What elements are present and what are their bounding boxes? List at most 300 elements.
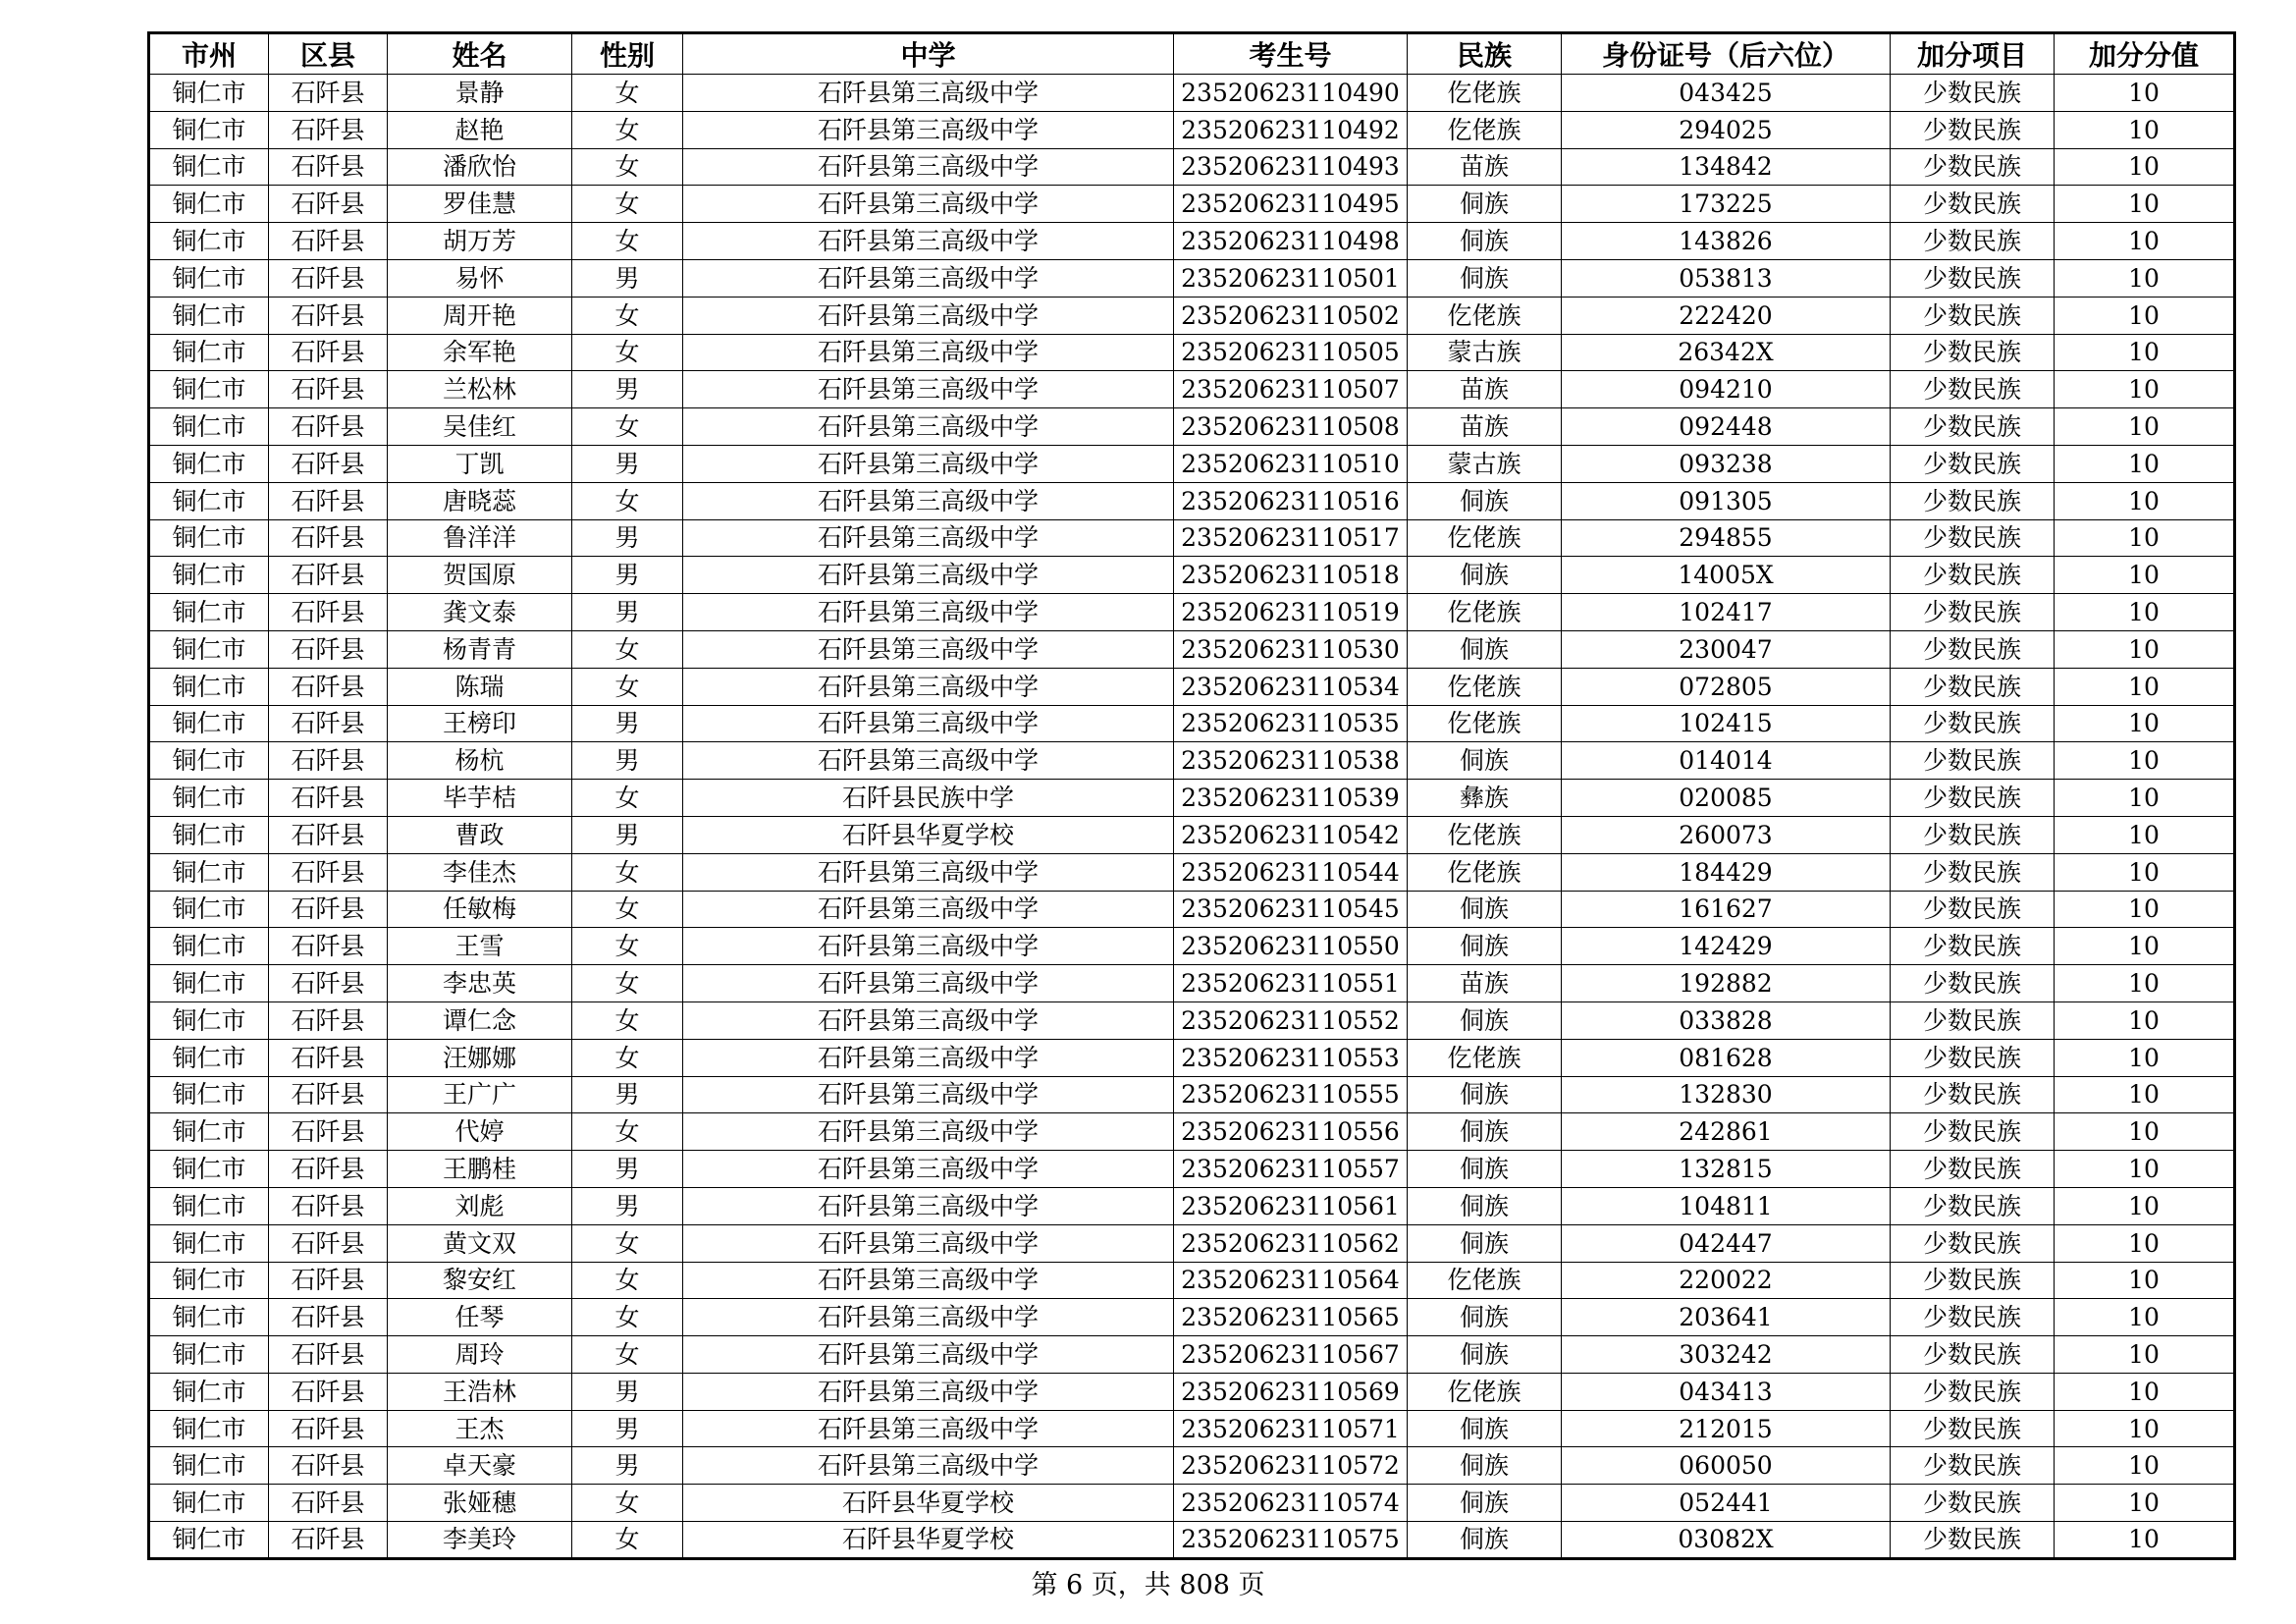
table-header bbox=[149, 33, 2235, 75]
cell-bonus-item: 少数民族 bbox=[1891, 1151, 2055, 1188]
cell-county: 石阡县 bbox=[269, 408, 388, 446]
table-row bbox=[149, 408, 2235, 446]
cell-name: 丁凯 bbox=[388, 445, 572, 482]
cell-school: 石阡县第三高级中学 bbox=[683, 668, 1174, 705]
cell-school: 石阡县第三高级中学 bbox=[683, 705, 1174, 742]
cell-bonus-item: 少数民族 bbox=[1891, 482, 2055, 519]
cell-bonus-item: 少数民族 bbox=[1891, 1336, 2055, 1374]
table-row bbox=[149, 1076, 2235, 1113]
cell-gender: 男 bbox=[572, 1410, 683, 1447]
cell-id-suffix: 102415 bbox=[1562, 705, 1891, 742]
cell-school: 石阡县第三高级中学 bbox=[683, 1151, 1174, 1188]
cell-name: 易怀 bbox=[388, 259, 572, 297]
cell-school: 石阡县第三高级中学 bbox=[683, 557, 1174, 594]
cell-county: 石阡县 bbox=[269, 111, 388, 148]
table-row bbox=[149, 668, 2235, 705]
cell-name: 兰松林 bbox=[388, 371, 572, 408]
cell-exam-no: 23520623110552 bbox=[1174, 1001, 1408, 1039]
cell-bonus-item: 少数民族 bbox=[1891, 1410, 2055, 1447]
cell-exam-no: 23520623110555 bbox=[1174, 1076, 1408, 1113]
cell-bonus-item: 少数民族 bbox=[1891, 1262, 2055, 1299]
cell-id-suffix: 072805 bbox=[1562, 668, 1891, 705]
cell-ethnicity: 仡佬族 bbox=[1408, 668, 1562, 705]
cell-school: 石阡县第三高级中学 bbox=[683, 408, 1174, 446]
cell-city: 铜仁市 bbox=[149, 1076, 269, 1113]
cell-bonus-item: 少数民族 bbox=[1891, 259, 2055, 297]
bonus-points-table bbox=[147, 31, 2236, 1560]
cell-county: 石阡县 bbox=[269, 705, 388, 742]
cell-gender: 女 bbox=[572, 1224, 683, 1262]
cell-city: 铜仁市 bbox=[149, 148, 269, 186]
cell-school: 石阡县第三高级中学 bbox=[683, 630, 1174, 668]
cell-exam-no: 23520623110545 bbox=[1174, 891, 1408, 928]
cell-id-suffix: 092448 bbox=[1562, 408, 1891, 446]
cell-exam-no: 23520623110508 bbox=[1174, 408, 1408, 446]
cell-ethnicity: 侗族 bbox=[1408, 1299, 1562, 1336]
cell-county: 石阡县 bbox=[269, 297, 388, 334]
cell-ethnicity: 侗族 bbox=[1408, 1410, 1562, 1447]
column-header-gender: 性别 bbox=[572, 33, 683, 75]
table-row bbox=[149, 1410, 2235, 1447]
cell-bonus-value: 10 bbox=[2055, 1224, 2235, 1262]
cell-bonus-item: 少数民族 bbox=[1891, 1224, 2055, 1262]
cell-name: 罗佳慧 bbox=[388, 186, 572, 223]
cell-name: 鲁洋洋 bbox=[388, 519, 572, 557]
column-header-ethnicity: 民族 bbox=[1408, 33, 1562, 75]
cell-bonus-item: 少数民族 bbox=[1891, 1447, 2055, 1485]
cell-school: 石阡县第三高级中学 bbox=[683, 259, 1174, 297]
cell-exam-no: 23520623110492 bbox=[1174, 111, 1408, 148]
cell-bonus-value: 10 bbox=[2055, 519, 2235, 557]
cell-exam-no: 23520623110556 bbox=[1174, 1113, 1408, 1151]
cell-ethnicity: 苗族 bbox=[1408, 371, 1562, 408]
cell-ethnicity: 侗族 bbox=[1408, 1113, 1562, 1151]
cell-id-suffix: 173225 bbox=[1562, 186, 1891, 223]
cell-bonus-item: 少数民族 bbox=[1891, 519, 2055, 557]
cell-bonus-item: 少数民族 bbox=[1891, 891, 2055, 928]
header-row bbox=[149, 33, 2235, 75]
cell-name: 任敏梅 bbox=[388, 891, 572, 928]
cell-name: 王广广 bbox=[388, 1076, 572, 1113]
cell-bonus-value: 10 bbox=[2055, 297, 2235, 334]
cell-name: 王杰 bbox=[388, 1410, 572, 1447]
cell-name: 潘欣怡 bbox=[388, 148, 572, 186]
cell-ethnicity: 侗族 bbox=[1408, 1151, 1562, 1188]
cell-county: 石阡县 bbox=[269, 186, 388, 223]
cell-id-suffix: 03082X bbox=[1562, 1522, 1891, 1559]
cell-city: 铜仁市 bbox=[149, 742, 269, 780]
cell-gender: 男 bbox=[572, 816, 683, 853]
cell-county: 石阡县 bbox=[269, 482, 388, 519]
cell-gender: 男 bbox=[572, 445, 683, 482]
cell-school: 石阡县第三高级中学 bbox=[683, 594, 1174, 631]
cell-county: 石阡县 bbox=[269, 334, 388, 371]
table-row bbox=[149, 630, 2235, 668]
cell-city: 铜仁市 bbox=[149, 780, 269, 817]
cell-county: 石阡县 bbox=[269, 1224, 388, 1262]
cell-exam-no: 23520623110507 bbox=[1174, 371, 1408, 408]
cell-id-suffix: 020085 bbox=[1562, 780, 1891, 817]
cell-exam-no: 23520623110572 bbox=[1174, 1447, 1408, 1485]
cell-name: 王鹏桂 bbox=[388, 1151, 572, 1188]
cell-bonus-item: 少数民族 bbox=[1891, 816, 2055, 853]
table-row bbox=[149, 1039, 2235, 1076]
cell-gender: 女 bbox=[572, 1299, 683, 1336]
cell-county: 石阡县 bbox=[269, 1187, 388, 1224]
cell-bonus-item: 少数民族 bbox=[1891, 1039, 2055, 1076]
cell-exam-no: 23520623110530 bbox=[1174, 630, 1408, 668]
cell-id-suffix: 132830 bbox=[1562, 1076, 1891, 1113]
cell-city: 铜仁市 bbox=[149, 705, 269, 742]
cell-bonus-value: 10 bbox=[2055, 1113, 2235, 1151]
cell-county: 石阡县 bbox=[269, 1299, 388, 1336]
cell-exam-no: 23520623110550 bbox=[1174, 928, 1408, 965]
cell-county: 石阡县 bbox=[269, 1410, 388, 1447]
cell-bonus-value: 10 bbox=[2055, 1039, 2235, 1076]
cell-gender: 男 bbox=[572, 1373, 683, 1410]
cell-id-suffix: 094210 bbox=[1562, 371, 1891, 408]
table-row bbox=[149, 297, 2235, 334]
cell-city: 铜仁市 bbox=[149, 445, 269, 482]
cell-bonus-value: 10 bbox=[2055, 965, 2235, 1002]
column-header-name: 姓名 bbox=[388, 33, 572, 75]
cell-city: 铜仁市 bbox=[149, 1151, 269, 1188]
cell-ethnicity: 侗族 bbox=[1408, 1336, 1562, 1374]
cell-ethnicity: 侗族 bbox=[1408, 186, 1562, 223]
cell-exam-no: 23520623110518 bbox=[1174, 557, 1408, 594]
cell-gender: 女 bbox=[572, 75, 683, 112]
table-row bbox=[149, 259, 2235, 297]
cell-gender: 女 bbox=[572, 1039, 683, 1076]
cell-city: 铜仁市 bbox=[149, 519, 269, 557]
cell-school: 石阡县第三高级中学 bbox=[683, 742, 1174, 780]
cell-gender: 男 bbox=[572, 594, 683, 631]
cell-gender: 女 bbox=[572, 780, 683, 817]
cell-bonus-value: 10 bbox=[2055, 853, 2235, 891]
cell-name: 黄文双 bbox=[388, 1224, 572, 1262]
cell-name: 汪娜娜 bbox=[388, 1039, 572, 1076]
cell-bonus-value: 10 bbox=[2055, 816, 2235, 853]
cell-county: 石阡县 bbox=[269, 594, 388, 631]
cell-id-suffix: 093238 bbox=[1562, 445, 1891, 482]
cell-school: 石阡县第三高级中学 bbox=[683, 482, 1174, 519]
cell-city: 铜仁市 bbox=[149, 1187, 269, 1224]
cell-bonus-value: 10 bbox=[2055, 1373, 2235, 1410]
table-row bbox=[149, 519, 2235, 557]
cell-city: 铜仁市 bbox=[149, 1522, 269, 1559]
cell-school: 石阡县第三高级中学 bbox=[683, 223, 1174, 260]
cell-exam-no: 23520623110505 bbox=[1174, 334, 1408, 371]
cell-school: 石阡县第三高级中学 bbox=[683, 1336, 1174, 1374]
cell-bonus-item: 少数民族 bbox=[1891, 186, 2055, 223]
cell-school: 石阡县第三高级中学 bbox=[683, 186, 1174, 223]
cell-exam-no: 23520623110510 bbox=[1174, 445, 1408, 482]
cell-ethnicity: 蒙古族 bbox=[1408, 334, 1562, 371]
cell-ethnicity: 侗族 bbox=[1408, 1485, 1562, 1522]
cell-ethnicity: 侗族 bbox=[1408, 482, 1562, 519]
column-header-city: 市州 bbox=[149, 33, 269, 75]
cell-bonus-item: 少数民族 bbox=[1891, 630, 2055, 668]
cell-gender: 男 bbox=[572, 1151, 683, 1188]
cell-county: 石阡县 bbox=[269, 1113, 388, 1151]
cell-city: 铜仁市 bbox=[149, 482, 269, 519]
cell-ethnicity: 仡佬族 bbox=[1408, 1039, 1562, 1076]
cell-city: 铜仁市 bbox=[149, 1447, 269, 1485]
cell-ethnicity: 仡佬族 bbox=[1408, 519, 1562, 557]
cell-name: 赵艳 bbox=[388, 111, 572, 148]
cell-id-suffix: 260073 bbox=[1562, 816, 1891, 853]
cell-gender: 女 bbox=[572, 1336, 683, 1374]
cell-id-suffix: 230047 bbox=[1562, 630, 1891, 668]
table-row bbox=[149, 816, 2235, 853]
table-row bbox=[149, 1336, 2235, 1374]
cell-school: 石阡县第三高级中学 bbox=[683, 1447, 1174, 1485]
cell-name: 王雪 bbox=[388, 928, 572, 965]
cell-exam-no: 23520623110544 bbox=[1174, 853, 1408, 891]
cell-exam-no: 23520623110574 bbox=[1174, 1485, 1408, 1522]
cell-county: 石阡县 bbox=[269, 1076, 388, 1113]
cell-school: 石阡县第三高级中学 bbox=[683, 111, 1174, 148]
cell-county: 石阡县 bbox=[269, 1447, 388, 1485]
cell-ethnicity: 侗族 bbox=[1408, 1187, 1562, 1224]
cell-bonus-value: 10 bbox=[2055, 1187, 2235, 1224]
cell-gender: 女 bbox=[572, 928, 683, 965]
table-row bbox=[149, 445, 2235, 482]
cell-county: 石阡县 bbox=[269, 1039, 388, 1076]
cell-school: 石阡县第三高级中学 bbox=[683, 148, 1174, 186]
cell-bonus-item: 少数民族 bbox=[1891, 668, 2055, 705]
cell-exam-no: 23520623110498 bbox=[1174, 223, 1408, 260]
table-row bbox=[149, 334, 2235, 371]
cell-bonus-item: 少数民族 bbox=[1891, 371, 2055, 408]
cell-bonus-value: 10 bbox=[2055, 1410, 2235, 1447]
cell-name: 李美玲 bbox=[388, 1522, 572, 1559]
cell-exam-no: 23520623110539 bbox=[1174, 780, 1408, 817]
cell-bonus-value: 10 bbox=[2055, 371, 2235, 408]
table-row bbox=[149, 111, 2235, 148]
cell-city: 铜仁市 bbox=[149, 1485, 269, 1522]
cell-school: 石阡县第三高级中学 bbox=[683, 297, 1174, 334]
cell-school: 石阡县第三高级中学 bbox=[683, 1187, 1174, 1224]
cell-gender: 女 bbox=[572, 1522, 683, 1559]
cell-exam-no: 23520623110571 bbox=[1174, 1410, 1408, 1447]
table-row bbox=[149, 371, 2235, 408]
cell-bonus-item: 少数民族 bbox=[1891, 705, 2055, 742]
cell-id-suffix: 26342X bbox=[1562, 334, 1891, 371]
cell-bonus-value: 10 bbox=[2055, 259, 2235, 297]
cell-county: 石阡县 bbox=[269, 630, 388, 668]
cell-county: 石阡县 bbox=[269, 1485, 388, 1522]
cell-id-suffix: 142429 bbox=[1562, 928, 1891, 965]
cell-id-suffix: 212015 bbox=[1562, 1410, 1891, 1447]
cell-exam-no: 23520623110516 bbox=[1174, 482, 1408, 519]
cell-county: 石阡县 bbox=[269, 1001, 388, 1039]
cell-ethnicity: 侗族 bbox=[1408, 557, 1562, 594]
cell-school: 石阡县第三高级中学 bbox=[683, 1001, 1174, 1039]
cell-gender: 男 bbox=[572, 1187, 683, 1224]
cell-city: 铜仁市 bbox=[149, 297, 269, 334]
cell-ethnicity: 侗族 bbox=[1408, 223, 1562, 260]
cell-bonus-value: 10 bbox=[2055, 148, 2235, 186]
cell-bonus-item: 少数民族 bbox=[1891, 1522, 2055, 1559]
cell-city: 铜仁市 bbox=[149, 1001, 269, 1039]
cell-bonus-value: 10 bbox=[2055, 445, 2235, 482]
cell-school: 石阡县第三高级中学 bbox=[683, 1299, 1174, 1336]
cell-city: 铜仁市 bbox=[149, 1410, 269, 1447]
cell-bonus-value: 10 bbox=[2055, 1336, 2235, 1374]
cell-exam-no: 23520623110569 bbox=[1174, 1373, 1408, 1410]
cell-name: 吴佳红 bbox=[388, 408, 572, 446]
table-row bbox=[149, 705, 2235, 742]
cell-city: 铜仁市 bbox=[149, 816, 269, 853]
table-row bbox=[149, 1113, 2235, 1151]
cell-name: 李佳杰 bbox=[388, 853, 572, 891]
cell-bonus-value: 10 bbox=[2055, 668, 2235, 705]
cell-ethnicity: 苗族 bbox=[1408, 965, 1562, 1002]
cell-school: 石阡县第三高级中学 bbox=[683, 1262, 1174, 1299]
cell-city: 铜仁市 bbox=[149, 408, 269, 446]
cell-county: 石阡县 bbox=[269, 1522, 388, 1559]
cell-county: 石阡县 bbox=[269, 816, 388, 853]
cell-city: 铜仁市 bbox=[149, 111, 269, 148]
column-header-exam-no: 考生号 bbox=[1174, 33, 1408, 75]
cell-exam-no: 23520623110557 bbox=[1174, 1151, 1408, 1188]
cell-name: 张娅穗 bbox=[388, 1485, 572, 1522]
cell-exam-no: 23520623110542 bbox=[1174, 816, 1408, 853]
cell-bonus-item: 少数民族 bbox=[1891, 1076, 2055, 1113]
cell-exam-no: 23520623110575 bbox=[1174, 1522, 1408, 1559]
cell-bonus-value: 10 bbox=[2055, 557, 2235, 594]
cell-name: 卓天豪 bbox=[388, 1447, 572, 1485]
cell-gender: 女 bbox=[572, 1113, 683, 1151]
cell-gender: 女 bbox=[572, 186, 683, 223]
cell-name: 周开艳 bbox=[388, 297, 572, 334]
cell-gender: 男 bbox=[572, 742, 683, 780]
cell-bonus-item: 少数民族 bbox=[1891, 780, 2055, 817]
cell-school: 石阡县华夏学校 bbox=[683, 816, 1174, 853]
cell-bonus-value: 10 bbox=[2055, 186, 2235, 223]
cell-name: 唐晓蕊 bbox=[388, 482, 572, 519]
cell-bonus-value: 10 bbox=[2055, 334, 2235, 371]
cell-county: 石阡县 bbox=[269, 371, 388, 408]
cell-name: 黎安红 bbox=[388, 1262, 572, 1299]
table-row bbox=[149, 148, 2235, 186]
cell-school: 石阡县第三高级中学 bbox=[683, 891, 1174, 928]
table-row bbox=[149, 1447, 2235, 1485]
cell-bonus-value: 10 bbox=[2055, 1299, 2235, 1336]
cell-bonus-item: 少数民族 bbox=[1891, 223, 2055, 260]
cell-bonus-value: 10 bbox=[2055, 1076, 2235, 1113]
cell-exam-no: 23520623110517 bbox=[1174, 519, 1408, 557]
cell-id-suffix: 294025 bbox=[1562, 111, 1891, 148]
cell-city: 铜仁市 bbox=[149, 1262, 269, 1299]
cell-id-suffix: 102417 bbox=[1562, 594, 1891, 631]
cell-id-suffix: 161627 bbox=[1562, 891, 1891, 928]
column-header-bonus-item: 加分项目 bbox=[1891, 33, 2055, 75]
cell-gender: 女 bbox=[572, 297, 683, 334]
cell-bonus-value: 10 bbox=[2055, 780, 2235, 817]
cell-name: 龚文泰 bbox=[388, 594, 572, 631]
cell-bonus-item: 少数民族 bbox=[1891, 1485, 2055, 1522]
cell-gender: 男 bbox=[572, 1447, 683, 1485]
cell-id-suffix: 033828 bbox=[1562, 1001, 1891, 1039]
cell-bonus-value: 10 bbox=[2055, 630, 2235, 668]
table-row bbox=[149, 1485, 2235, 1522]
cell-gender: 女 bbox=[572, 482, 683, 519]
cell-school: 石阡县第三高级中学 bbox=[683, 965, 1174, 1002]
cell-bonus-value: 10 bbox=[2055, 223, 2235, 260]
column-header-id-suffix: 身份证号（后六位） bbox=[1562, 33, 1891, 75]
cell-city: 铜仁市 bbox=[149, 223, 269, 260]
cell-city: 铜仁市 bbox=[149, 1113, 269, 1151]
cell-ethnicity: 侗族 bbox=[1408, 259, 1562, 297]
cell-bonus-item: 少数民族 bbox=[1891, 928, 2055, 965]
cell-gender: 女 bbox=[572, 408, 683, 446]
cell-city: 铜仁市 bbox=[149, 186, 269, 223]
cell-exam-no: 23520623110501 bbox=[1174, 259, 1408, 297]
cell-name: 任琴 bbox=[388, 1299, 572, 1336]
cell-city: 铜仁市 bbox=[149, 891, 269, 928]
cell-ethnicity: 蒙古族 bbox=[1408, 445, 1562, 482]
cell-school: 石阡县第三高级中学 bbox=[683, 519, 1174, 557]
cell-ethnicity: 苗族 bbox=[1408, 408, 1562, 446]
cell-ethnicity: 仡佬族 bbox=[1408, 816, 1562, 853]
cell-exam-no: 23520623110564 bbox=[1174, 1262, 1408, 1299]
cell-exam-no: 23520623110565 bbox=[1174, 1299, 1408, 1336]
cell-ethnicity: 侗族 bbox=[1408, 1001, 1562, 1039]
cell-city: 铜仁市 bbox=[149, 1039, 269, 1076]
table-row bbox=[149, 1262, 2235, 1299]
cell-bonus-item: 少数民族 bbox=[1891, 148, 2055, 186]
cell-gender: 女 bbox=[572, 223, 683, 260]
table-row bbox=[149, 1224, 2235, 1262]
table-row bbox=[149, 1373, 2235, 1410]
cell-gender: 男 bbox=[572, 519, 683, 557]
cell-city: 铜仁市 bbox=[149, 853, 269, 891]
table-row bbox=[149, 1187, 2235, 1224]
cell-bonus-item: 少数民族 bbox=[1891, 408, 2055, 446]
cell-name: 代婷 bbox=[388, 1113, 572, 1151]
cell-bonus-value: 10 bbox=[2055, 1262, 2235, 1299]
cell-gender: 女 bbox=[572, 668, 683, 705]
cell-city: 铜仁市 bbox=[149, 668, 269, 705]
cell-id-suffix: 043413 bbox=[1562, 1373, 1891, 1410]
cell-id-suffix: 303242 bbox=[1562, 1336, 1891, 1374]
table-body bbox=[149, 75, 2235, 1559]
cell-bonus-item: 少数民族 bbox=[1891, 1001, 2055, 1039]
cell-ethnicity: 侗族 bbox=[1408, 928, 1562, 965]
cell-gender: 女 bbox=[572, 111, 683, 148]
cell-gender: 女 bbox=[572, 1262, 683, 1299]
cell-school: 石阡县第三高级中学 bbox=[683, 1224, 1174, 1262]
cell-ethnicity: 仡佬族 bbox=[1408, 853, 1562, 891]
cell-county: 石阡县 bbox=[269, 148, 388, 186]
cell-name: 景静 bbox=[388, 75, 572, 112]
cell-city: 铜仁市 bbox=[149, 334, 269, 371]
cell-exam-no: 23520623110519 bbox=[1174, 594, 1408, 631]
cell-county: 石阡县 bbox=[269, 75, 388, 112]
cell-gender: 女 bbox=[572, 853, 683, 891]
page-number: 第 6 页，共 808 页 bbox=[1031, 1570, 1265, 1600]
cell-ethnicity: 苗族 bbox=[1408, 148, 1562, 186]
cell-id-suffix: 081628 bbox=[1562, 1039, 1891, 1076]
cell-city: 铜仁市 bbox=[149, 630, 269, 668]
cell-bonus-value: 10 bbox=[2055, 742, 2235, 780]
cell-county: 石阡县 bbox=[269, 780, 388, 817]
cell-county: 石阡县 bbox=[269, 1373, 388, 1410]
cell-ethnicity: 侗族 bbox=[1408, 1522, 1562, 1559]
cell-ethnicity: 仡佬族 bbox=[1408, 705, 1562, 742]
